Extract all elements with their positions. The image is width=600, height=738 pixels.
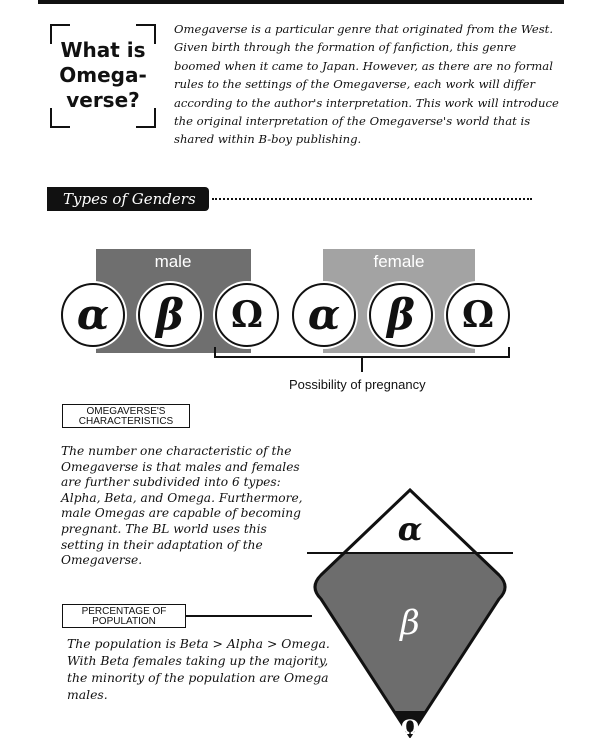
characteristics-label: OMEGAVERSE'S CHARACTERISTICS — [62, 404, 190, 428]
pregnancy-label: Possibility of pregnancy — [289, 377, 426, 392]
dotted-rule — [212, 198, 532, 200]
population-label: PERCENTAGE OF POPULATION — [62, 604, 186, 628]
male-alpha-icon: α — [61, 283, 125, 347]
title-line: What is — [60, 38, 146, 62]
pregnancy-bracket-stem — [361, 358, 363, 372]
population-text: The population is Beta > Alpha > Omega. With Beta females taking up the majority, the minority of the population are Omega males. — [67, 636, 330, 702]
omega-symbol: Ω — [401, 715, 419, 738]
section-header-label: Types of Genders — [63, 190, 196, 208]
population-connector-line — [186, 615, 312, 617]
characteristics-text: The number one characteristic of the Omegaverse is that males and females are further subdivided into 6 types: Alpha, Beta, and Omega. Furthermore, male Omegas are capable of becoming pregnant. The BL world uses this setting in their adaptation of the Omegaverse. — [61, 444, 303, 568]
male-omega-icon: Ω — [215, 283, 279, 347]
section-header-genders — [47, 187, 209, 211]
pregnancy-bracket — [214, 347, 510, 358]
title-line: verse? — [66, 88, 140, 112]
male-beta-icon: β — [138, 283, 202, 347]
beta-symbol: β — [400, 603, 420, 643]
female-label: female — [373, 252, 425, 271]
top-rule — [38, 0, 564, 4]
female-beta-icon: β — [369, 283, 433, 347]
page-title — [50, 38, 156, 113]
female-omega-icon: Ω — [446, 283, 510, 347]
male-label: male — [154, 252, 192, 271]
alpha-symbol: α — [397, 510, 423, 548]
population-diamond — [307, 488, 513, 738]
title-line: Omega- — [59, 63, 147, 87]
intro-paragraph: Omegaverse is a particular genre that originated from the West. Given birth through the formation of fanfiction, this genre boomed when it came to Japan. However, as there are no formal rules to the settings of the Omegaverse, each work will differ according to the author's interpretation. This work will introduce the original interpretation of the Omegaverse's world that is shared within B-boy publishing. — [174, 22, 559, 147]
title-box — [50, 24, 156, 128]
female-alpha-icon: α — [292, 283, 356, 347]
